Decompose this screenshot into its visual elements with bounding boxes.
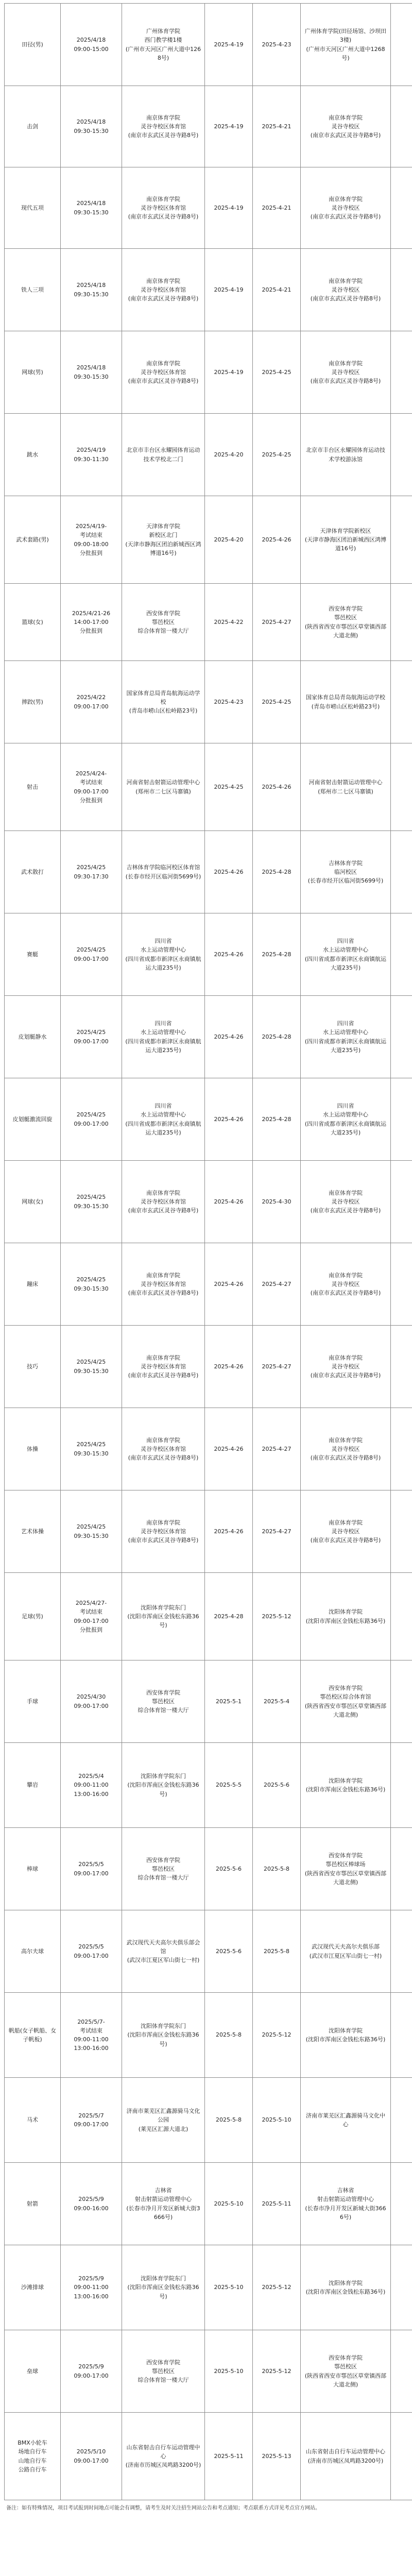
table-row: [5, 2413, 412, 2500]
cell-exam-location: 西安体育学院 鄠邑校区 (陕西省西安市鄠邑区草堂镇西部大道北侧): [301, 584, 391, 661]
cell-exam-location: 沈阳体育学院 (沈阳市浑南区金钱松东路36号): [301, 2245, 391, 2330]
cell-exam-start-date: 2025-4-19: [205, 86, 253, 167]
cell-checkin-place: 天津体育学院 新校区北门 (天津市静海区团泊新城西区鸿博道16号): [122, 496, 205, 584]
cell-exam-end-date: 2025-4-23: [253, 4, 301, 86]
table-row: [5, 743, 412, 831]
cell-checkin-place: 吉林省 射击射箭运动管理中心 (长春市净月开发区新城大街3666号): [122, 2163, 205, 2245]
cell-checkin-place: 南京体育学院 灵谷寺校区体育馆 (南京市玄武区灵谷寺路8号): [122, 167, 205, 249]
cell-checkin-place: 沈阳体育学院东门 (沈阳市浑南区金钱松东路36号): [122, 1573, 205, 1660]
cell-checkin-place: 南京体育学院 灵谷寺校区体育馆 (南京市玄武区灵谷寺路8号): [122, 1243, 205, 1326]
cell-remarks: [391, 2330, 412, 2413]
cell-remarks: [391, 1161, 412, 1243]
table-row: [5, 1161, 412, 1243]
cell-exam-start-date: 2025-4-19: [205, 331, 253, 414]
table-row: [5, 1326, 412, 1408]
cell-exam-start-date: 2025-5-8: [205, 1993, 253, 2078]
cell-checkin-time: 2025/4/18 09:00-15:00: [61, 4, 122, 86]
cell-exam-location: 武汉现代天夫高尔夫俱乐部 (武汉市江夏区军山街七一村): [301, 1910, 391, 1993]
cell-exam-start-date: 2025-4-19: [205, 4, 253, 86]
table-row: [5, 913, 412, 996]
cell-exam-end-date: 2025-5-12: [253, 2330, 301, 2413]
cell-exam-start-date: 2025-4-26: [205, 831, 253, 913]
cell-checkin-place: 西安体育学院 鄠邑校区 综合体育馆一楼大厅: [122, 1660, 205, 1743]
table-row: [5, 1743, 412, 1828]
cell-checkin-time: 2025/4/25 09:30-15:30: [61, 1408, 122, 1490]
cell-checkin-place: 四川省 水上运动管理中心 (四川省成都市新津区永商镇航运大道235号): [122, 1078, 205, 1161]
cell-event: 武术散打: [5, 831, 61, 913]
cell-exam-location: 四川省 水上运动管理中心 (四川省成都市新津区永商镇航运大道235号): [301, 996, 391, 1078]
cell-exam-end-date: 2025-4-27: [253, 1243, 301, 1326]
cell-event: 赛艇: [5, 913, 61, 996]
table-row: [5, 249, 412, 331]
cell-event: 跳水: [5, 414, 61, 496]
cell-exam-location: 南京体育学院 灵谷寺校区 (南京市玄武区灵谷寺路8号): [301, 1326, 391, 1408]
table-row: [5, 1993, 412, 2078]
cell-exam-location: 沈阳体育学院 (沈阳市浑南区金钱松东路36号): [301, 1573, 391, 1660]
cell-remarks: [391, 1743, 412, 1828]
cell-exam-location: 南京体育学院 灵谷寺校区 (南京市玄武区灵谷寺路8号): [301, 86, 391, 167]
cell-exam-end-date: 2025-5-4: [253, 1660, 301, 1743]
table-row: [5, 1910, 412, 1993]
cell-exam-location: 河南省射击射箭运动管理中心 (郑州市二七区马寨镇): [301, 743, 391, 831]
cell-exam-start-date: 2025-4-23: [205, 661, 253, 743]
cell-checkin-place: 西安体育学院 鄠邑校区 综合体育馆一楼大厅: [122, 1828, 205, 1910]
table-row: [5, 584, 412, 661]
cell-checkin-place: 广州体育学院 西门教学楼1楼 (广州市天河区广州大道中1268号): [122, 4, 205, 86]
cell-checkin-time: 2025/4/25 09:30-15:30: [61, 1161, 122, 1243]
cell-checkin-time: 2025/4/18 09:30-15:30: [61, 331, 122, 414]
cell-checkin-place: 南京体育学院 灵谷寺校区体育馆 (南京市玄武区灵谷寺路8号): [122, 249, 205, 331]
cell-event: 击剑: [5, 86, 61, 167]
table-row: [5, 1828, 412, 1910]
cell-remarks: [391, 743, 412, 831]
cell-remarks: [391, 249, 412, 331]
cell-event: 攀岩: [5, 1743, 61, 1828]
cell-exam-location: 西安体育学院 鄠邑校区 (陕西省西安市鄠邑区草堂镇西部大道北侧): [301, 2330, 391, 2413]
cell-remarks: [391, 1243, 412, 1326]
cell-exam-end-date: 2025-4-21: [253, 167, 301, 249]
cell-checkin-place: 沈阳体育学院东门 (沈阳市浑南区金钱松东路36号): [122, 1743, 205, 1828]
cell-checkin-time: 2025/4/25 09:00-17:00: [61, 996, 122, 1078]
cell-exam-end-date: 2025-4-27: [253, 1490, 301, 1573]
cell-checkin-time: 2025/4/19- 考试结束 09:00-18:00 分批报到: [61, 496, 122, 584]
cell-exam-end-date: 2025-5-10: [253, 2078, 301, 2163]
table-row: [5, 1078, 412, 1161]
cell-exam-location: 吉林体育学院 临河校区 (长春市经开区临河街5699号): [301, 831, 391, 913]
table-row: [5, 496, 412, 584]
cell-exam-end-date: 2025-4-25: [253, 414, 301, 496]
cell-checkin-time: 2025/4/25 09:30-15:30: [61, 1490, 122, 1573]
cell-checkin-place: 西安体育学院 鄠邑校区 综合体育馆一楼大厅: [122, 2330, 205, 2413]
cell-checkin-time: 2025/4/21-26 14:00-17:00 分批报到: [61, 584, 122, 661]
cell-checkin-time: 2025/4/25 09:30-15:30: [61, 1326, 122, 1408]
cell-remarks: [391, 1078, 412, 1161]
cell-checkin-time: 2025/4/27- 考试结束 09:00-17:00 分批报到: [61, 1573, 122, 1660]
cell-event: 现代五项: [5, 167, 61, 249]
cell-checkin-place: 西安体育学院 鄠邑校区 综合体育馆一楼大厅: [122, 584, 205, 661]
cell-event: 高尔夫球: [5, 1910, 61, 1993]
cell-remarks: [391, 331, 412, 414]
cell-exam-start-date: 2025-4-20: [205, 496, 253, 584]
cell-remarks: [391, 1573, 412, 1660]
cell-exam-end-date: 2025-4-25: [253, 661, 301, 743]
cell-checkin-place: 国家体育总局青岛航海运动学校 (青岛市崂山区松岭路23号): [122, 661, 205, 743]
cell-exam-start-date: 2025-5-6: [205, 1910, 253, 1993]
cell-remarks: [391, 2078, 412, 2163]
page-container: [4, 3, 408, 2513]
cell-exam-location: 南京体育学院 灵谷寺校区 (南京市玄武区灵谷寺路8号): [301, 249, 391, 331]
cell-remarks: [391, 86, 412, 167]
cell-checkin-time: 2025/4/25 09:00-17:00: [61, 1078, 122, 1161]
cell-event: 篮球(女): [5, 584, 61, 661]
cell-checkin-time: 2025/4/30 09:00-17:00: [61, 1660, 122, 1743]
cell-exam-start-date: 2025-5-5: [205, 1743, 253, 1828]
cell-exam-end-date: 2025-4-21: [253, 86, 301, 167]
cell-checkin-place: 沈阳体育学院东门 (沈阳市浑南区金钱松东路36号): [122, 2245, 205, 2330]
cell-exam-start-date: 2025-5-10: [205, 2245, 253, 2330]
cell-event: 手球: [5, 1660, 61, 1743]
table-row: [5, 2245, 412, 2330]
cell-exam-start-date: 2025-4-19: [205, 249, 253, 331]
cell-checkin-time: 2025/5/5 09:00-17:00: [61, 1828, 122, 1910]
cell-exam-end-date: 2025-4-28: [253, 996, 301, 1078]
cell-remarks: [391, 1490, 412, 1573]
cell-exam-location: 沈阳体育学院 (沈阳市浑南区金钱松东路36号): [301, 1743, 391, 1828]
cell-checkin-time: 2025/4/24- 考试结束 09:00-17:00 分批报到: [61, 743, 122, 831]
cell-exam-location: 西安体育学院 鄠邑校区综合体育馆 (陕西省西安市鄠邑区草堂镇西部大道北侧): [301, 1660, 391, 1743]
table-row: [5, 1408, 412, 1490]
cell-exam-location: 沈阳体育学院 (沈阳市浑南区金钱松东路36号): [301, 1993, 391, 2078]
table-row: [5, 1490, 412, 1573]
cell-checkin-time: 2025/5/4 09:00-11:00 13:00-16:00: [61, 1743, 122, 1828]
cell-remarks: [391, 831, 412, 913]
cell-checkin-time: 2025/4/25 09:30-15:30: [61, 1243, 122, 1326]
cell-event: 射击: [5, 743, 61, 831]
table-row: [5, 996, 412, 1078]
cell-event: 艺术体操: [5, 1490, 61, 1573]
cell-exam-location: 山东省射击自行车运动管理中心 (济南市历城区凤鸣路3200号): [301, 2413, 391, 2500]
cell-exam-start-date: 2025-4-26: [205, 996, 253, 1078]
cell-checkin-place: 武汉现代天夫高尔夫俱乐部会馆 (武汉市江夏区军山街七一村): [122, 1910, 205, 1993]
cell-event: 网球(女): [5, 1161, 61, 1243]
cell-exam-start-date: 2025-4-26: [205, 1161, 253, 1243]
cell-checkin-place: 山东省射击自行车运动管理中心 (济南市历城区凤鸣路3200号): [122, 2413, 205, 2500]
cell-exam-location: 北京市丰台区永耀园体育运动技术学校游泳馆: [301, 414, 391, 496]
cell-exam-location: 济南市莱芜区汇鑫源骑马文化中心: [301, 2078, 391, 2163]
cell-exam-end-date: 2025-5-6: [253, 1743, 301, 1828]
cell-exam-end-date: 2025-5-12: [253, 1993, 301, 2078]
cell-exam-location: 天津体育学院新校区 (天津市静海区团泊新城西区鸿博道16号): [301, 496, 391, 584]
cell-exam-end-date: 2025-4-28: [253, 913, 301, 996]
cell-remarks: [391, 1326, 412, 1408]
cell-event: 棒球: [5, 1828, 61, 1910]
cell-checkin-time: 2025/5/9 09:00-11:00 13:00-16:00: [61, 2245, 122, 2330]
cell-event: 帆船(女子帆船、女子帆板): [5, 1993, 61, 2078]
cell-remarks: [391, 1828, 412, 1910]
cell-remarks: [391, 167, 412, 249]
cell-exam-start-date: 2025-5-1: [205, 1660, 253, 1743]
cell-exam-start-date: 2025-4-26: [205, 1408, 253, 1490]
cell-event: 足球(男): [5, 1573, 61, 1660]
cell-checkin-place: 南京体育学院 灵谷寺校区体育馆 (南京市玄武区灵谷寺路8号): [122, 1408, 205, 1490]
cell-exam-location: 四川省 水上运动管理中心 (四川省成都市新津区永商镇航运大道235号): [301, 1078, 391, 1161]
cell-exam-start-date: 2025-5-10: [205, 2330, 253, 2413]
cell-remarks: [391, 2245, 412, 2330]
cell-checkin-time: 2025/4/25 09:00-17:00: [61, 913, 122, 996]
cell-event: 体操: [5, 1408, 61, 1490]
cell-exam-end-date: 2025-5-8: [253, 1910, 301, 1993]
table-row: [5, 331, 412, 414]
cell-checkin-place: 四川省 水上运动管理中心 (四川省成都市新津区永商镇航运大道235号): [122, 996, 205, 1078]
cell-exam-start-date: 2025-4-20: [205, 414, 253, 496]
cell-exam-start-date: 2025-4-25: [205, 743, 253, 831]
footnote: 备注：如有特殊情况，项目考试报到时间地点可能会有调整，请考生及时关注招生网站公告和考点通知；考点联系方式详见考点官方网站。: [6, 2505, 320, 2511]
cell-exam-end-date: 2025-4-26: [253, 743, 301, 831]
cell-remarks: [391, 996, 412, 1078]
cell-exam-location: 南京体育学院 灵谷寺校区 (南京市玄武区灵谷寺路8号): [301, 1408, 391, 1490]
cell-remarks: [391, 661, 412, 743]
cell-checkin-place: 吉林体育学院临河校区体育馆 (长春市经开区临河街5699号): [122, 831, 205, 913]
table-row: [5, 1660, 412, 1743]
cell-exam-location: 西安体育学院 鄠邑校区棒球场 (陕西省西安市鄠邑区草堂镇西部大道北侧): [301, 1828, 391, 1910]
cell-event: 铁人三项: [5, 249, 61, 331]
cell-exam-end-date: 2025-4-30: [253, 1161, 301, 1243]
cell-event: 蹦床: [5, 1243, 61, 1326]
cell-checkin-time: 2025/5/9 09:00-16:00: [61, 2163, 122, 2245]
cell-checkin-time: 2025/5/5 09:00-17:00: [61, 1910, 122, 1993]
cell-checkin-time: 2025/5/7 09:00-17:00: [61, 2078, 122, 2163]
cell-remarks: [391, 1408, 412, 1490]
cell-checkin-time: 2025/4/22 09:00-17:00: [61, 661, 122, 743]
cell-checkin-place: 南京体育学院 灵谷寺校区体育馆 (南京市玄武区灵谷寺路8号): [122, 1490, 205, 1573]
cell-exam-end-date: 2025-5-12: [253, 1573, 301, 1660]
cell-checkin-place: 济南市莱芜区汇鑫源骑马文化公园 (莱芜区汇源大道北): [122, 2078, 205, 2163]
cell-exam-end-date: 2025-4-27: [253, 584, 301, 661]
cell-checkin-place: 四川省 水上运动管理中心 (四川省成都市新津区永商镇航运大道235号): [122, 913, 205, 996]
table-row: [5, 2078, 412, 2163]
cell-exam-location: 南京体育学院 灵谷寺校区 (南京市玄武区灵谷寺路8号): [301, 331, 391, 414]
cell-exam-end-date: 2025-4-28: [253, 831, 301, 913]
cell-exam-location: 广州体育学院(田径场馆、沙坝田3楼) (广州市天河区广州大道中1268号): [301, 4, 391, 86]
cell-remarks: [391, 1993, 412, 2078]
cell-event: 垒球: [5, 2330, 61, 2413]
cell-remarks: [391, 1910, 412, 1993]
cell-exam-location: 南京体育学院 灵谷寺校区 (南京市玄武区灵谷寺路8号): [301, 167, 391, 249]
cell-exam-end-date: 2025-4-25: [253, 331, 301, 414]
cell-event: 马术: [5, 2078, 61, 2163]
cell-exam-start-date: 2025-4-26: [205, 1078, 253, 1161]
cell-exam-start-date: 2025-4-19: [205, 167, 253, 249]
cell-exam-start-date: 2025-4-26: [205, 913, 253, 996]
table-row: [5, 4, 412, 86]
cell-checkin-place: 北京市丰台区永耀园体育运动技术学校北二门: [122, 414, 205, 496]
cell-checkin-time: 2025/5/10 09:00-17:00: [61, 2413, 122, 2500]
cell-event: 皮划艇静水: [5, 996, 61, 1078]
table-row: [5, 2330, 412, 2413]
cell-event: 皮划艇激流回旋: [5, 1078, 61, 1161]
cell-checkin-place: 沈阳体育学院东门 (沈阳市浑南区金钱松东路36号): [122, 1993, 205, 2078]
cell-exam-location: 吉林省 射击射箭运动管理中心 (长春市净月开发区新城大街3666号): [301, 2163, 391, 2245]
cell-checkin-place: 南京体育学院 灵谷寺校区体育馆 (南京市玄武区灵谷寺路8号): [122, 331, 205, 414]
exam-schedule-table: [4, 3, 412, 2500]
cell-exam-start-date: 2025-4-22: [205, 584, 253, 661]
cell-exam-end-date: 2025-4-27: [253, 1408, 301, 1490]
cell-exam-location: 南京体育学院 灵谷寺校区 (南京市玄武区灵谷寺路8号): [301, 1243, 391, 1326]
table-row: [5, 1573, 412, 1660]
table-row: [5, 2163, 412, 2245]
cell-remarks: [391, 584, 412, 661]
cell-exam-end-date: 2025-5-11: [253, 2163, 301, 2245]
cell-event: 田径(男): [5, 4, 61, 86]
cell-exam-start-date: 2025-5-10: [205, 2163, 253, 2245]
cell-exam-start-date: 2025-5-11: [205, 2413, 253, 2500]
cell-remarks: [391, 2163, 412, 2245]
cell-exam-location: 国家体育总局青岛航海运动学校 (青岛市崂山区松岭路23号): [301, 661, 391, 743]
cell-exam-end-date: 2025-4-28: [253, 1078, 301, 1161]
cell-exam-end-date: 2025-4-26: [253, 496, 301, 584]
cell-checkin-time: 2025/4/18 09:30-15:30: [61, 167, 122, 249]
cell-checkin-time: 2025/4/18 09:30-15:30: [61, 249, 122, 331]
cell-event: 摔跤(男): [5, 661, 61, 743]
cell-event: 网球(男): [5, 331, 61, 414]
cell-checkin-place: 南京体育学院 灵谷寺校区体育馆 (南京市玄武区灵谷寺路8号): [122, 1326, 205, 1408]
cell-checkin-time: 2025/4/18 09:30-15:30: [61, 86, 122, 167]
cell-checkin-place: 河南省射击射箭运动管理中心 (郑州市二七区马寨镇): [122, 743, 205, 831]
table-row: [5, 414, 412, 496]
cell-exam-end-date: 2025-4-21: [253, 249, 301, 331]
cell-exam-end-date: 2025-5-13: [253, 2413, 301, 2500]
cell-event: BMX小轮车 场地自行车 山地自行车 公路自行车: [5, 2413, 61, 2500]
cell-event: 技巧: [5, 1326, 61, 1408]
cell-exam-start-date: 2025-5-6: [205, 1828, 253, 1910]
cell-remarks: [391, 913, 412, 996]
cell-exam-end-date: 2025-5-8: [253, 1828, 301, 1910]
cell-remarks: [391, 2413, 412, 2500]
table-row: [5, 86, 412, 167]
cell-checkin-time: 2025/5/9 09:00-17:00: [61, 2330, 122, 2413]
cell-exam-location: 四川省 水上运动管理中心 (四川省成都市新津区永商镇航运大道235号): [301, 913, 391, 996]
cell-checkin-place: 南京体育学院 灵谷寺校区体育馆 (南京市玄武区灵谷寺路8号): [122, 86, 205, 167]
cell-event: 沙滩排球: [5, 2245, 61, 2330]
cell-remarks: [391, 1660, 412, 1743]
table-row: [5, 661, 412, 743]
table-row: [5, 1243, 412, 1326]
cell-checkin-time: 2025/5/7- 考试结束 09:00-11:00 13:00-16:00: [61, 1993, 122, 2078]
cell-exam-location: 南京体育学院 灵谷寺校区 (南京市玄武区灵谷寺路8号): [301, 1161, 391, 1243]
cell-exam-end-date: 2025-5-12: [253, 2245, 301, 2330]
table-row: [5, 831, 412, 913]
cell-exam-start-date: 2025-4-26: [205, 1326, 253, 1408]
cell-remarks: [391, 414, 412, 496]
cell-exam-end-date: 2025-4-27: [253, 1326, 301, 1408]
cell-event: 武术套路(男): [5, 496, 61, 584]
cell-exam-start-date: 2025-4-26: [205, 1243, 253, 1326]
cell-checkin-time: 2025/4/19 09:30-11:30: [61, 414, 122, 496]
cell-checkin-place: 南京体育学院 灵谷寺校区体育馆 (南京市玄武区灵谷寺路8号): [122, 1161, 205, 1243]
cell-exam-location: 南京体育学院 灵谷寺校区 (南京市玄武区灵谷寺路8号): [301, 1490, 391, 1573]
schedule-table-body: [5, 4, 412, 2500]
cell-checkin-time: 2025/4/25 09:30-17:30: [61, 831, 122, 913]
cell-remarks: [391, 4, 412, 86]
table-row: [5, 167, 412, 249]
cell-event: 射箭: [5, 2163, 61, 2245]
cell-exam-start-date: 2025-5-8: [205, 2078, 253, 2163]
cell-exam-start-date: 2025-4-28: [205, 1573, 253, 1660]
cell-remarks: [391, 496, 412, 584]
cell-exam-start-date: 2025-4-26: [205, 1490, 253, 1573]
